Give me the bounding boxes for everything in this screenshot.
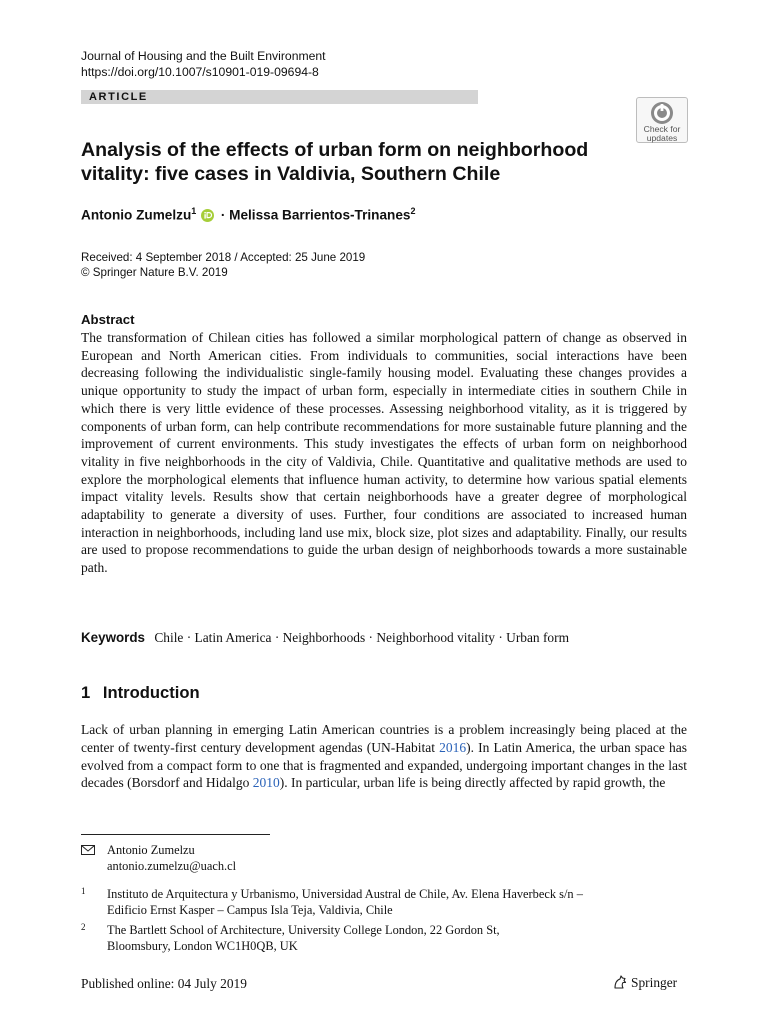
section-number: 1 bbox=[81, 683, 91, 702]
affiliation-1-line-2: Edificio Ernst Kasper – Campus Isla Teja, Valdivia, Chile bbox=[107, 903, 393, 917]
journal-header bbox=[81, 48, 326, 80]
corresponding-name: Antonio Zumelzu bbox=[107, 843, 195, 857]
author-1[interactable]: Antonio Zumelzu bbox=[81, 207, 192, 223]
article-type-bar: ARTICLE bbox=[81, 90, 478, 104]
corresponding-email[interactable]: antonio.zumelzu@uach.cl bbox=[107, 859, 237, 873]
journal-name: Journal of Housing and the Built Environment bbox=[81, 49, 326, 63]
affiliation-2 bbox=[81, 922, 681, 954]
copyright: © Springer Nature B.V. 2019 bbox=[81, 266, 228, 279]
introduction-paragraph bbox=[81, 721, 687, 792]
title-line-2: vitality: five cases in Valdivia, Southern Chile bbox=[81, 163, 501, 185]
check-updates-icon bbox=[650, 101, 674, 125]
abstract-heading: Abstract bbox=[81, 312, 135, 327]
author-2-affiliation: 2 bbox=[410, 206, 416, 216]
springer-horse-icon bbox=[612, 974, 628, 990]
check-updates-line2: updates bbox=[646, 133, 678, 143]
section-title: Introduction bbox=[102, 683, 200, 702]
springer-logo bbox=[612, 974, 677, 991]
doi-link[interactable]: https://doi.org/10.1007/s10901-019-09694-8 bbox=[81, 65, 319, 79]
keywords bbox=[81, 630, 569, 646]
author-separator: · bbox=[220, 207, 226, 223]
title-line-1: Analysis of the effects of urban form on neighborhood bbox=[81, 139, 589, 161]
springer-wordmark: Springer bbox=[631, 975, 678, 990]
intro-text-a: Lack of urban planning in emerging Latin American countries is a problem increasingly being placed at the center of twenty-first century development agendas (UN-Habitat bbox=[81, 722, 687, 755]
author-list bbox=[81, 206, 415, 223]
affiliation-1 bbox=[81, 886, 681, 918]
orcid-icon[interactable] bbox=[201, 209, 214, 222]
keywords-list: Chile · Latin America · Neighborhoods · Neighborhood vitality · Urban form bbox=[154, 630, 569, 645]
article-title bbox=[81, 138, 641, 186]
check-for-updates-button[interactable] bbox=[636, 97, 688, 143]
published-online: Published online: 04 July 2019 bbox=[81, 976, 247, 991]
author-2[interactable]: Melissa Barrientos-Trinanes bbox=[229, 207, 411, 223]
corresponding-author bbox=[81, 842, 236, 874]
received-accepted: Received: 4 September 2018 / Accepted: 25 June 2019 bbox=[81, 251, 366, 264]
citation-link-2016[interactable]: 2016 bbox=[439, 739, 467, 755]
affiliation-1-line-1: Instituto de Arquitectura y Urbanismo, Universidad Austral de Chile, Av. Elena Haverbeck s/n – bbox=[107, 887, 583, 901]
author-1-affiliation: 1 bbox=[191, 206, 197, 216]
mail-icon bbox=[81, 845, 95, 855]
abstract-text: The transformation of Chilean cities has followed a similar morphological pattern of change as observed in European and North American cities. From individuals to communities, social interactions have been decreasing following the individualistic single-family housing model. Evaluating these changes provides a unique opportunity to study the impact of urban form, especially in intermediate cities in southern Chile in which there is very little evidence of these processes. Assessing neighborhood vitality, as it is triggered by components of urban form, can help contribute recommendations for more sustainable future planning and the improvement of current environments. This study investigates the effects of urban form on neighborhood vitality in five neighborhoods in the city of Valdivia, Chile. Quantitative and qualitative methods are used to explore the morphological elements that influence human activity, to determine how various spatial elements impact vitality levels. Results show that certain neighborhoods have a greater degree of morphological adaptability to generate a diversity of uses. Further, four conditions are associated to increased human interaction in neighborhoods, including land use mix, block size, plot sizes and adaptability. Finally, our results are used to propose recommendations to guide the urban design of neighborhoods towards a more sustainable path. bbox=[81, 330, 687, 576]
publication-dates bbox=[81, 250, 365, 280]
check-updates-line1: Check for bbox=[643, 124, 681, 134]
affiliation-2-number: 2 bbox=[81, 922, 86, 932]
keywords-label: Keywords bbox=[81, 630, 145, 645]
footnote-divider bbox=[81, 834, 270, 835]
citation-link-2010[interactable]: 2010 bbox=[252, 775, 280, 791]
intro-text-b: ). In Latin America, the urban space has evolved from a compact form to one that is fragmented and expanded, undergoing important changes in the last decades (Borsdorf and Hidalgo bbox=[81, 739, 687, 791]
affiliation-2-line-2: Bloomsbury, London WC1H0QB, UK bbox=[107, 939, 298, 953]
affiliation-1-number: 1 bbox=[81, 886, 86, 896]
section-heading bbox=[81, 683, 208, 703]
intro-text-c: ). In particular, urban life is being directly affected by rapid growth, the bbox=[279, 775, 666, 791]
affiliation-2-line-1: The Bartlett School of Architecture, University College London, 22 Gordon St, bbox=[107, 923, 500, 937]
